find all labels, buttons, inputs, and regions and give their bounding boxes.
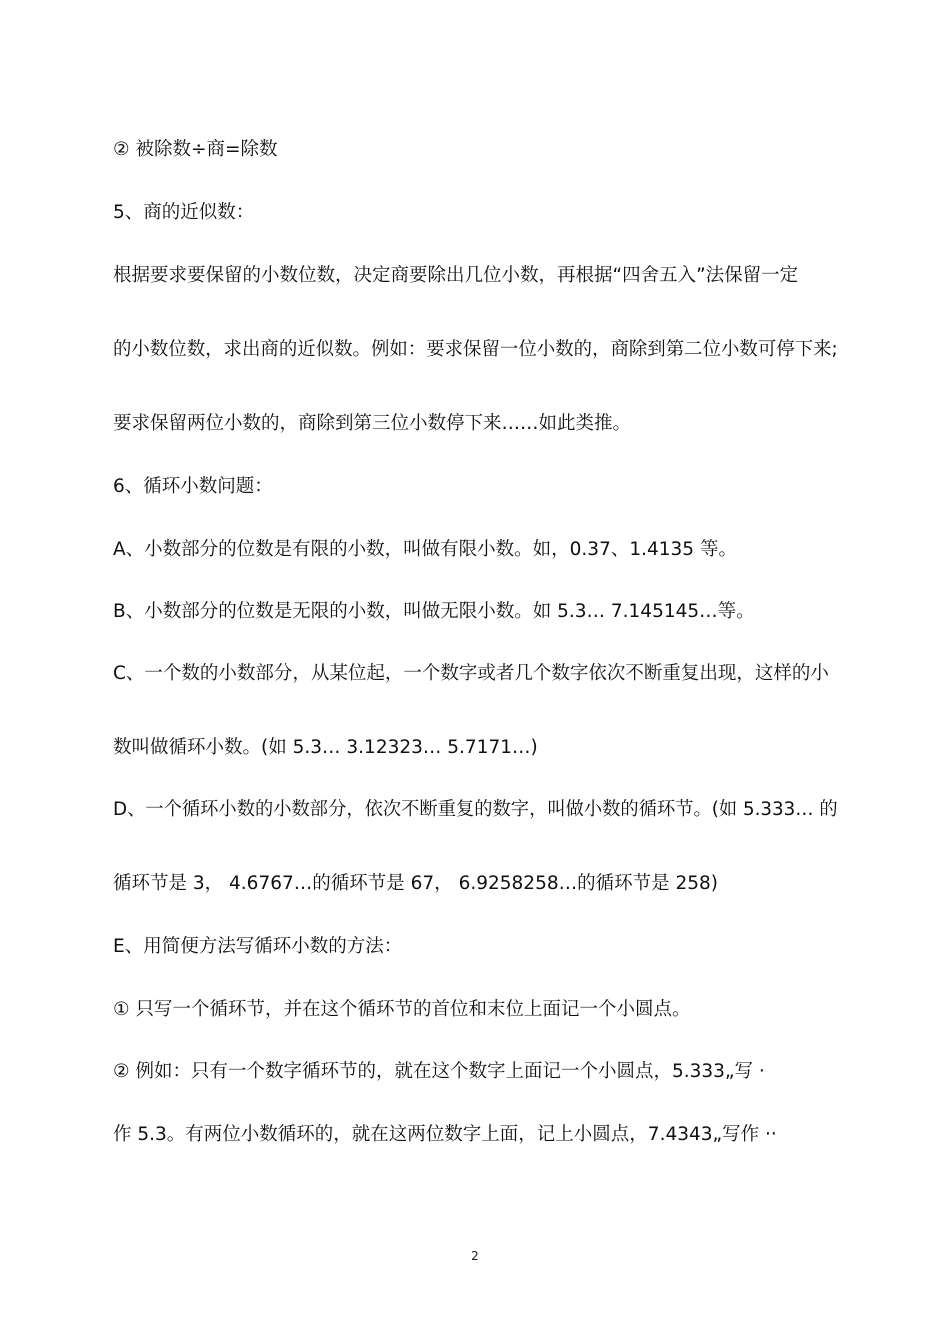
text-line-11: D、一个循环小数的小数部分，依次不断重复的数字，叫做小数的循环节。(如 5.333… 的 bbox=[113, 799, 838, 820]
text-line-3: 根据要求要保留的小数位数，决定商要除出几位小数，再根据“四舍五入”法保留一定 bbox=[113, 265, 799, 286]
text-line-16: 作 5.3。有两位小数循环的，就在这两位数字上面，记上小圆点，7.4343„写作 ·· bbox=[113, 1124, 777, 1145]
text-line-10: 数叫做循环小数。(如 5.3… 3.12323… 5.7171…) bbox=[113, 737, 538, 758]
text-line-12: 循环节是 3， 4.6767…的循环节是 67， 6.9258258…的循环节是 258) bbox=[113, 873, 719, 894]
text-line-15: ② 例如：只有一个数字循环节的，就在这个数字上面记一个小圆点，5.333„写 · bbox=[113, 1061, 765, 1082]
page-number: 2 bbox=[471, 1249, 479, 1263]
text-line-8: B、小数部分的位数是无限的小数，叫做无限小数。如 5.3… 7.145145…等。 bbox=[113, 601, 755, 622]
text-line-13: E、用简便方法写循环小数的方法： bbox=[113, 936, 403, 957]
text-line-6: 6、循环小数问题： bbox=[113, 476, 273, 497]
text-line-9: C、一个数的小数部分，从某位起，一个数字或者几个数字依次不断重复出现，这样的小 bbox=[113, 663, 829, 684]
text-line-7: A、小数部分的位数是有限的小数，叫做有限小数。如，0.37、1.4135 等。 bbox=[113, 539, 737, 560]
text-line-1: ② 被除数÷商=除数 bbox=[113, 139, 278, 160]
text-line-5: 要求保留两位小数的，商除到第三位小数停下来……如此类推。 bbox=[113, 413, 632, 434]
text-line-14: ① 只写一个循环节，并在这个循环节的首位和末位上面记一个小圆点。 bbox=[113, 999, 691, 1020]
text-line-4: 的小数位数，求出商的近似数。例如：要求保留一位小数的，商除到第二位小数可停下来; bbox=[113, 339, 838, 360]
text-line-2: 5、商的近似数： bbox=[113, 202, 255, 223]
